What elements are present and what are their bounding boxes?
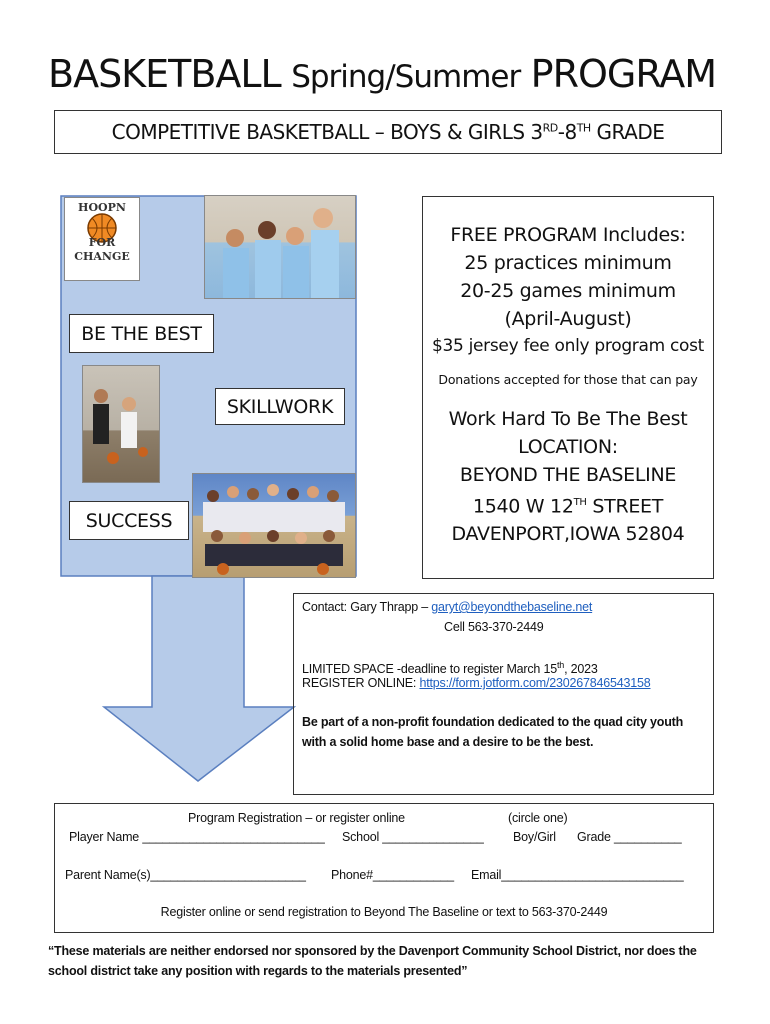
school-field[interactable]: School _______________ bbox=[342, 830, 484, 844]
logo-text-top: HOOPN bbox=[78, 201, 126, 214]
title-basketball: BASKETBALL bbox=[48, 52, 281, 96]
hoopn-for-change-logo bbox=[64, 197, 140, 281]
register-url-link[interactable]: https://form.jotform.com/230267846543158 bbox=[419, 676, 651, 690]
street-address bbox=[423, 489, 713, 520]
donations-line: Donations accepted for those that can pay bbox=[438, 372, 698, 387]
street-pre: 1540 W 12 bbox=[472, 495, 574, 518]
subtitle-box bbox=[54, 110, 722, 154]
player-name-field[interactable]: Player Name ___________________________ bbox=[69, 830, 325, 844]
label-success: SUCCESS bbox=[69, 501, 189, 540]
contact-email-link[interactable]: garyt@beyondthebaseline.net bbox=[431, 600, 593, 614]
contact-box bbox=[293, 593, 714, 795]
title-season: Spring/Summer bbox=[291, 59, 521, 95]
contact-cell: Cell 563-370-2449 bbox=[444, 620, 544, 634]
email-field[interactable]: Email___________________________ bbox=[471, 868, 684, 882]
photo-team-huddle bbox=[204, 195, 356, 299]
subtitle-sup-th: TH bbox=[576, 121, 591, 135]
label-skillwork: SKILLWORK bbox=[215, 388, 345, 425]
subtitle-pre: COMPETITIVE BASKETBALL – BOYS & GIRLS 3 bbox=[111, 120, 543, 144]
subtitle-post: GRADE bbox=[590, 120, 665, 144]
registration-heading: Program Registration – or register online bbox=[188, 811, 405, 825]
subtitle-text bbox=[112, 120, 665, 144]
registration-form-box bbox=[54, 803, 714, 933]
subtitle-mid: -8 bbox=[557, 120, 577, 144]
jersey-fee-line: $35 jersey fee only program cost bbox=[431, 336, 705, 356]
grade-field[interactable]: Grade __________ bbox=[577, 830, 682, 844]
mission-statement: Be part of a non-profit foundation dedicated to the quad city youth with a solid home base and a desire to be the best. bbox=[302, 715, 684, 749]
street-sup: TH bbox=[573, 497, 587, 508]
registration-footer: Register online or send registration to Beyond The Baseline or text to 563-370-2449 bbox=[160, 905, 608, 919]
venue-name: BEYOND THE BASELINE bbox=[459, 464, 677, 486]
practices-line: 25 practices minimum bbox=[464, 252, 672, 274]
street-post: STREET bbox=[586, 495, 664, 518]
contact-line bbox=[302, 598, 592, 617]
register-online-line bbox=[302, 674, 651, 693]
group-figures-icon bbox=[193, 474, 355, 577]
boy-girl-option[interactable]: Boy/Girl bbox=[513, 830, 556, 844]
photo-dribbling-drill bbox=[82, 365, 160, 483]
deadline-sup: th bbox=[556, 660, 565, 670]
logo-text-bottom: CHANGE bbox=[74, 250, 130, 263]
title-program: PROGRAM bbox=[530, 52, 716, 96]
season-dates: (April-August) bbox=[504, 308, 632, 330]
circle-one-note: (circle one) bbox=[508, 811, 568, 825]
contact-label: Contact: Gary Thrapp – bbox=[302, 600, 432, 614]
disclaimer-text: “These materials are neither endorsed nor sponsored by the Davenport Community School District, nor does the school district take any position with regards to the materials presented” bbox=[48, 944, 697, 978]
register-label: REGISTER ONLINE: bbox=[302, 676, 420, 690]
parent-name-field[interactable]: Parent Name(s)_______________________ bbox=[65, 868, 306, 882]
label-be-the-best: BE THE BEST bbox=[69, 314, 214, 353]
dribbling-figures-icon bbox=[83, 366, 159, 482]
photo-group-team bbox=[192, 473, 356, 578]
phone-field[interactable]: Phone#____________ bbox=[331, 868, 454, 882]
location-label: LOCATION: bbox=[518, 436, 618, 458]
huddle-figures-icon bbox=[205, 196, 355, 298]
program-info-box bbox=[422, 196, 714, 579]
deadline-post: , 2023 bbox=[564, 662, 598, 677]
page-title bbox=[48, 52, 748, 96]
free-program-heading: FREE PROGRAM Includes: bbox=[450, 224, 686, 246]
arrow-shape bbox=[104, 576, 294, 781]
city-state-zip: DAVENPORT,IOWA 52804 bbox=[451, 523, 685, 546]
deadline-pre: LIMITED SPACE -deadline to register March 15 bbox=[302, 662, 557, 677]
games-line: 20-25 games minimum bbox=[460, 280, 676, 302]
motto-line: Work Hard To Be The Best bbox=[448, 408, 688, 430]
logo-text-mid: FOR bbox=[88, 236, 116, 249]
subtitle-sup-rd: RD bbox=[542, 121, 558, 135]
